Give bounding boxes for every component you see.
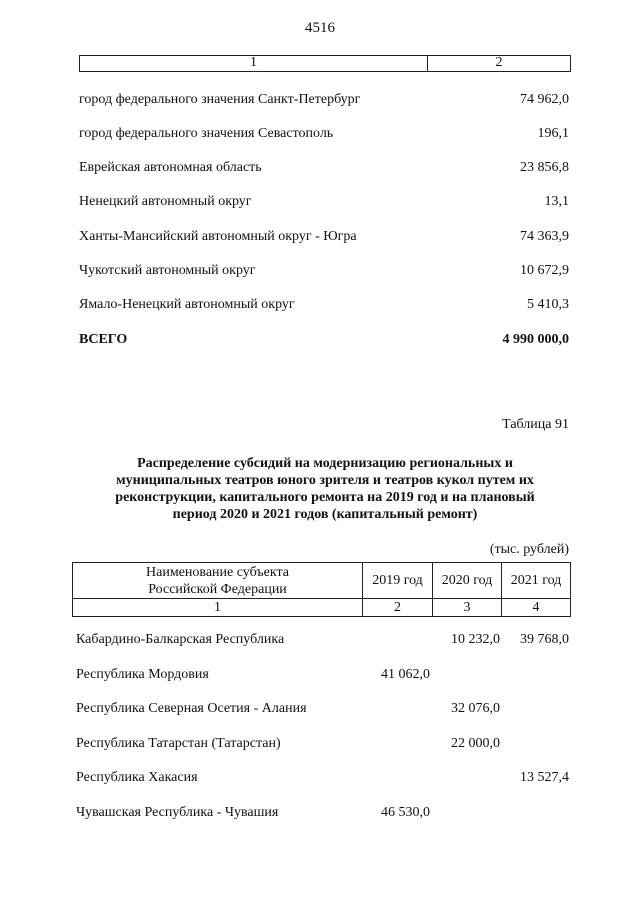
table-row bbox=[76, 667, 571, 687]
region-value: 5 410,3 bbox=[527, 297, 569, 312]
header-2020: 2020 год bbox=[441, 573, 493, 588]
table1-header-col2: 2 bbox=[495, 55, 503, 70]
table-row bbox=[79, 92, 569, 112]
table-row bbox=[79, 126, 569, 146]
value-2020: 32 076,0 bbox=[451, 701, 500, 716]
region-name: Чувашская Республика - Чувашия bbox=[76, 805, 279, 820]
region-value: 10 672,9 bbox=[520, 263, 569, 278]
header-num-4: 4 bbox=[532, 600, 540, 615]
table-row bbox=[79, 229, 569, 249]
table-row bbox=[76, 632, 571, 652]
header-num-3: 3 bbox=[463, 600, 471, 615]
region-name: Ямало-Ненецкий автономный округ bbox=[79, 297, 295, 312]
caption-line: период 2020 и 2021 годов (капитальный ремонт) bbox=[172, 507, 478, 522]
region-value: 74 363,9 bbox=[520, 229, 569, 244]
caption-line: Распределение субсидий на модернизацию региональных и bbox=[137, 456, 513, 471]
table-row bbox=[76, 701, 571, 721]
header-2019: 2019 год bbox=[372, 573, 423, 588]
table-row bbox=[76, 770, 571, 790]
region-name: город федерального значения Санкт-Петербург bbox=[79, 92, 361, 107]
table-row bbox=[79, 297, 569, 317]
region-name: Ненецкий автономный округ bbox=[79, 194, 252, 209]
value-2021: 13 527,4 bbox=[520, 770, 569, 785]
caption-line: реконструкции, капитального ремонта на 2019 год и на плановый bbox=[115, 490, 535, 505]
region-name: Республика Татарстан (Татарстан) bbox=[76, 736, 281, 751]
region-name: Республика Мордовия bbox=[76, 667, 209, 682]
region-name: Республика Хакасия bbox=[76, 770, 198, 785]
header-name-line: Российской Федерации bbox=[148, 582, 287, 597]
table-row bbox=[79, 160, 569, 180]
value-2020: 22 000,0 bbox=[451, 736, 500, 751]
header-num-1: 1 bbox=[214, 600, 221, 615]
value-2020: 10 232,0 bbox=[451, 632, 500, 647]
header-num-2: 2 bbox=[394, 600, 401, 615]
table-row bbox=[79, 194, 569, 214]
total-value: 4 990 000,0 bbox=[502, 332, 569, 347]
region-name: Республика Северная Осетия - Алания bbox=[76, 701, 307, 716]
total-label: ВСЕГО bbox=[79, 332, 128, 347]
unit-label: (тыс. рублей) bbox=[489, 542, 569, 557]
region-value: 74 962,0 bbox=[520, 92, 569, 107]
table-caption bbox=[105, 455, 545, 523]
table-row bbox=[76, 736, 571, 756]
table-row bbox=[76, 805, 571, 825]
region-value: 23 856,8 bbox=[520, 160, 569, 175]
value-2019: 41 062,0 bbox=[381, 667, 430, 682]
table1-header bbox=[79, 55, 571, 72]
region-name: Кабардино-Балкарская Республика bbox=[76, 632, 285, 647]
region-name: Еврейская автономная область bbox=[79, 160, 262, 175]
header-name-cell bbox=[73, 564, 362, 598]
region-name: город федерального значения Севастополь bbox=[79, 126, 334, 141]
table-row bbox=[79, 263, 569, 283]
total-row bbox=[79, 332, 569, 352]
table-number: Таблица 91 bbox=[502, 417, 569, 432]
page-number: 4516 bbox=[305, 20, 335, 36]
region-value: 196,1 bbox=[537, 126, 569, 141]
header-2021: 2021 год bbox=[510, 573, 562, 588]
region-value: 13,1 bbox=[544, 194, 569, 209]
value-2019: 46 530,0 bbox=[381, 805, 430, 820]
caption-line: муниципальных театров юного зрителя и театров кукол путем их bbox=[116, 473, 534, 488]
table1-header-col1: 1 bbox=[250, 55, 257, 70]
region-name: Чукотский автономный округ bbox=[79, 263, 256, 278]
region-name: Ханты-Мансийский автономный округ - Югра bbox=[79, 229, 357, 244]
value-2021: 39 768,0 bbox=[520, 632, 569, 647]
header-name-line: Наименование субъекта bbox=[146, 565, 289, 580]
table2-header bbox=[72, 562, 571, 617]
